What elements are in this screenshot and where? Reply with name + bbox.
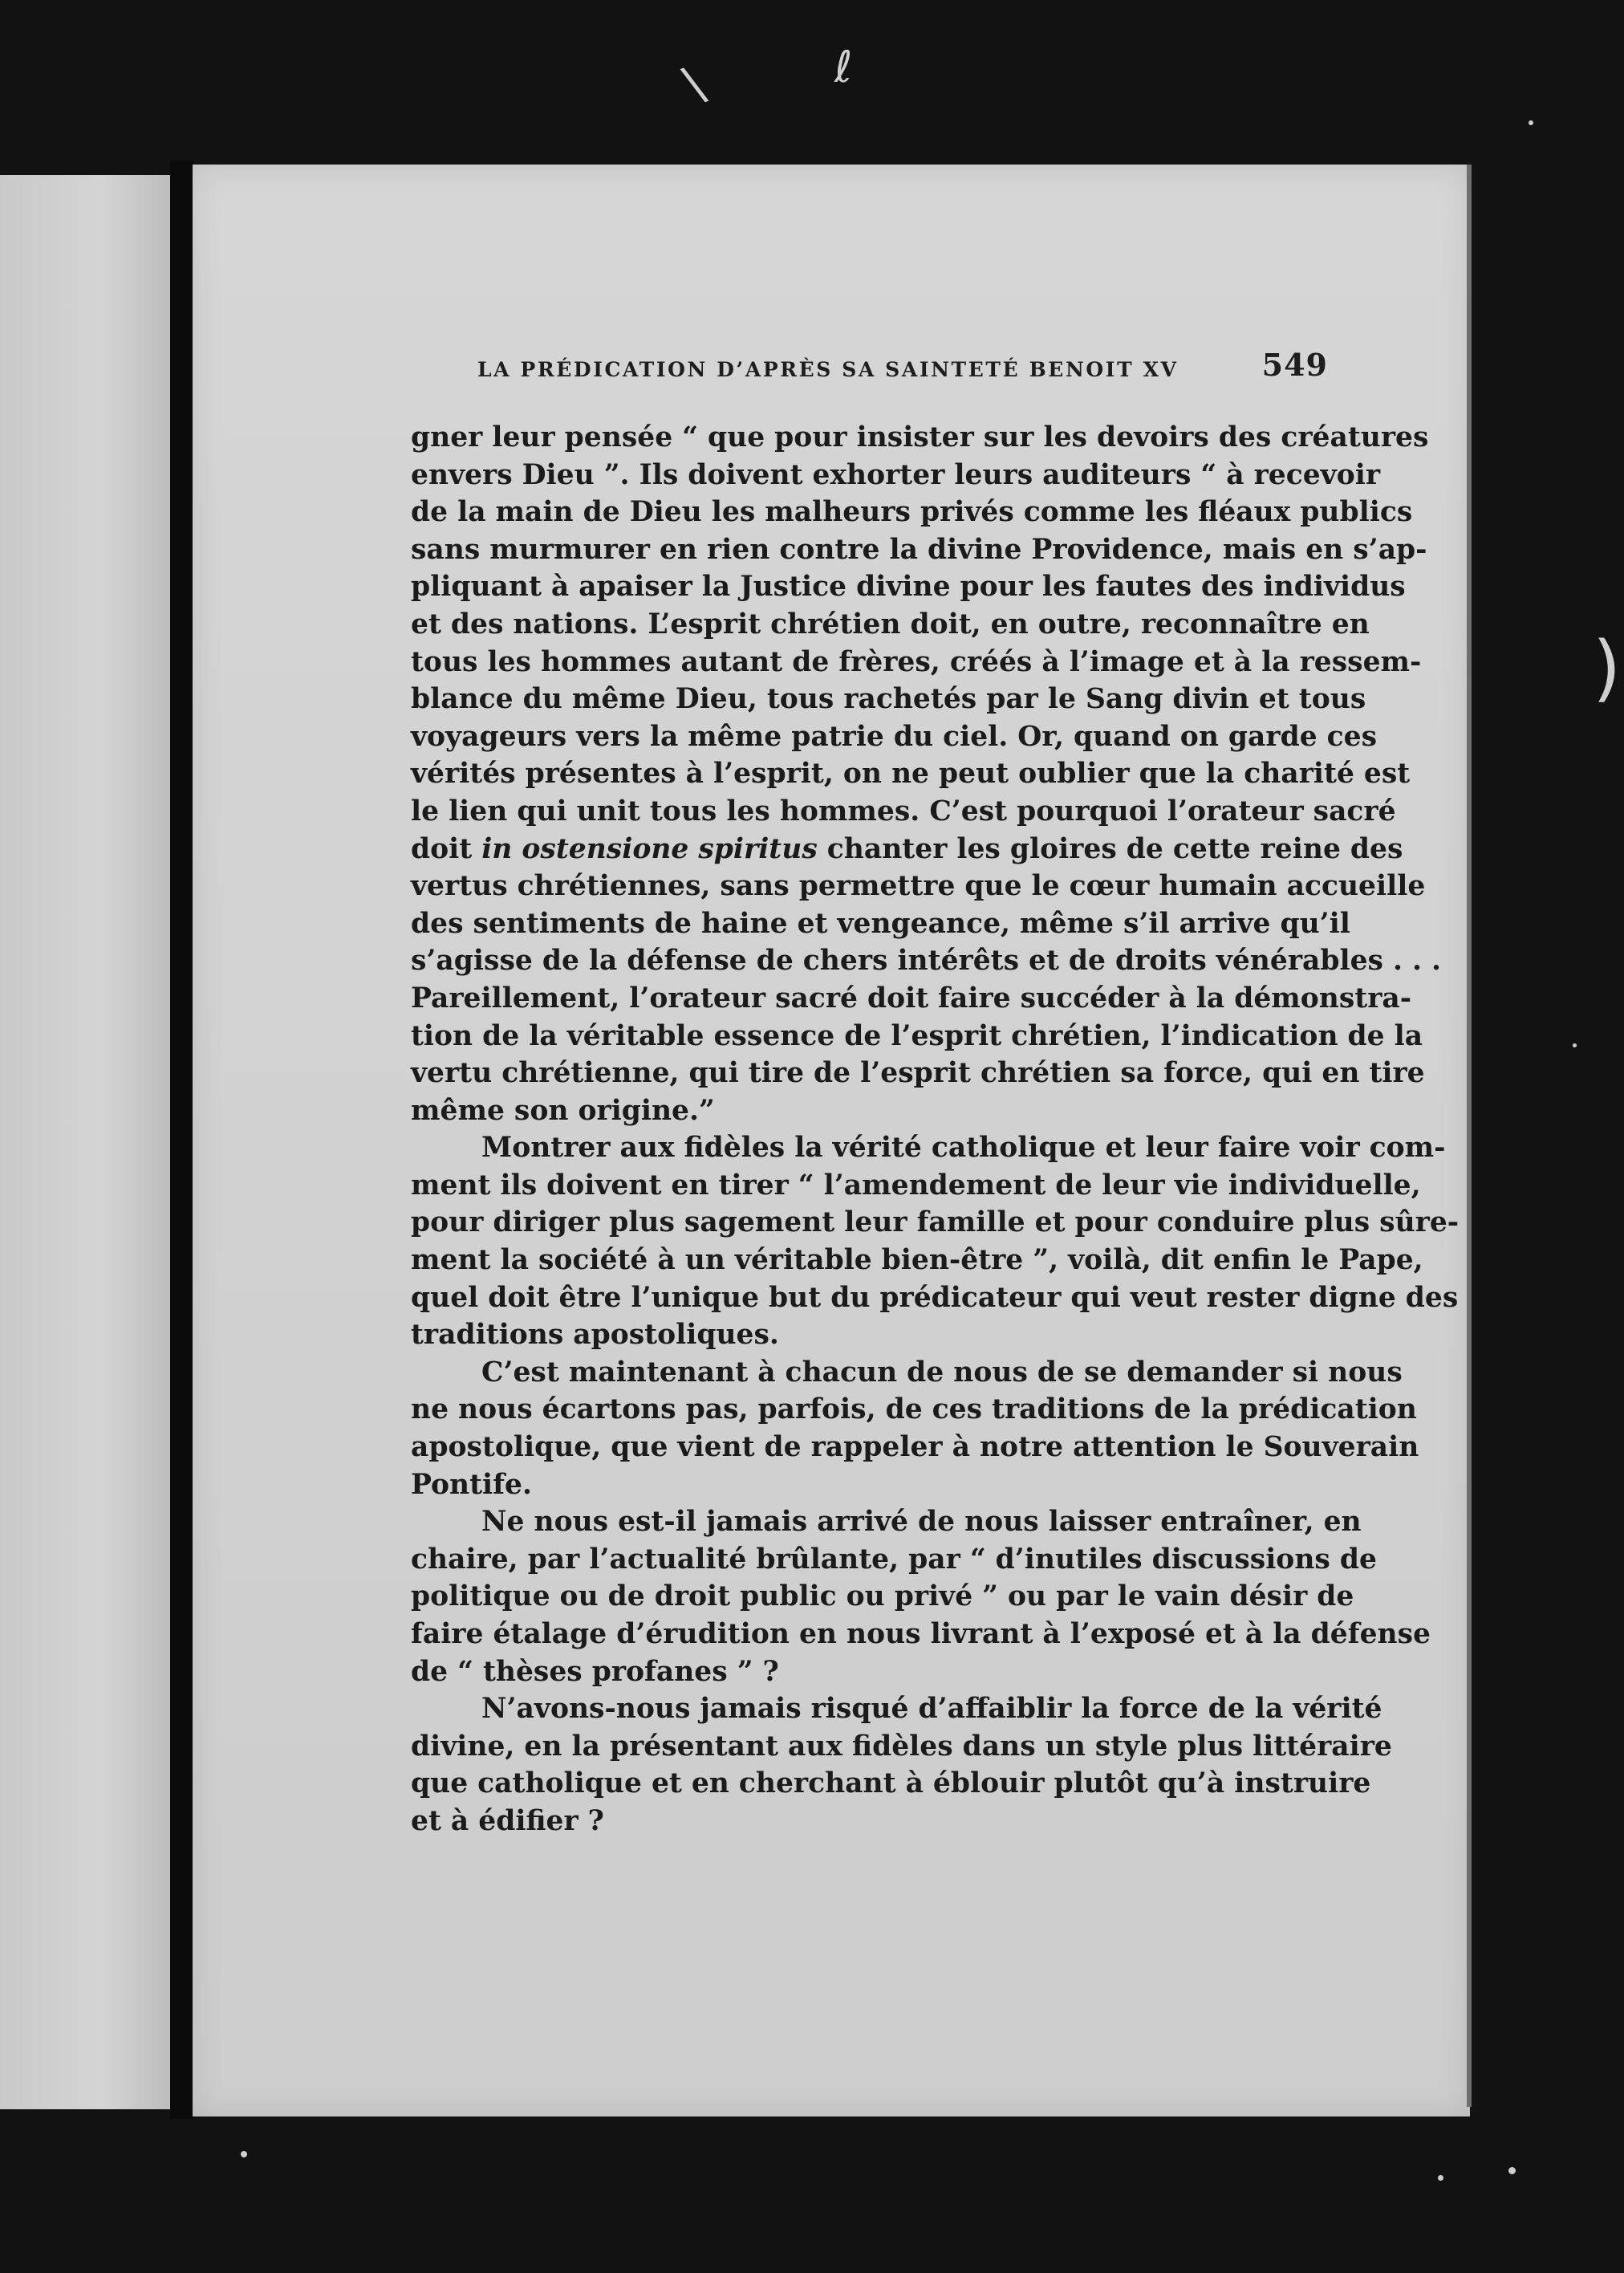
- text-line: divine, en la présentant aux fidèles dans un style plus littéraire: [411, 1730, 1392, 1763]
- text-line: le lien qui unit tous les hommes. C’est pourquoi l’orateur sacré: [411, 795, 1396, 827]
- scan-speck: [1573, 1043, 1577, 1047]
- text-line: Ne nous est-il jamais arrivé de nous laisser entraîner, en: [481, 1506, 1362, 1539]
- text-line: envers Dieu ”. Ils doivent exhorter leurs auditeurs “ à recevoir: [411, 458, 1381, 491]
- scan-speck: [1438, 2175, 1443, 2181]
- text-run: chanter les gloires de cette reine des: [817, 832, 1403, 865]
- facing-page-edge: [0, 175, 170, 2109]
- paragraph: [411, 419, 1442, 1129]
- text-line: Pontife.: [411, 1468, 532, 1501]
- paragraph: [411, 1129, 1460, 1354]
- scan-mark: ): [1593, 626, 1622, 710]
- text-line: Pareillement, l’orateur sacré doit faire succéder à la démonstra-: [411, 982, 1412, 1015]
- paragraph: [411, 1503, 1431, 1690]
- running-title: LA PRÉDICATION D’APRÈS SA SAINTETÉ BENOIT XV: [477, 358, 1179, 381]
- text-line: pour diriger plus sagement leur famille et pour conduire plus sûre-: [411, 1206, 1460, 1239]
- body-text: [411, 419, 1460, 1840]
- text-line: voyageurs vers la même patrie du ciel. Or, quand on garde ces: [411, 720, 1378, 753]
- text-line: chaire, par l’actualité brûlante, par “ d’inutiles discussions de: [411, 1543, 1377, 1576]
- text-line: quel doit être l’unique but du prédicateur qui veut rester digne des: [411, 1281, 1459, 1314]
- page-edge-shadow: [1467, 165, 1472, 2107]
- text-run: doit: [411, 832, 482, 865]
- text-line-with-italic: [411, 831, 1403, 868]
- text-line: de la main de Dieu les malheurs privés comme les fléaux publics: [411, 496, 1413, 529]
- text-line: ne nous écartons pas, parfois, de ces traditions de la prédication: [411, 1393, 1417, 1426]
- text-line: Montrer aux fidèles la vérité catholique et leur faire voir com-: [481, 1132, 1446, 1165]
- text-line: vérités présentes à l’esprit, on ne peut oublier que la charité est: [411, 758, 1411, 791]
- text-line: pliquant à apaiser la Justice divine pour les fautes des individus: [411, 571, 1406, 604]
- page-number: 549: [1261, 347, 1328, 383]
- text-line: N’avons-nous jamais risqué d’affaiblir la force de la vérité: [481, 1693, 1382, 1726]
- text-line: ment la société à un véritable bien-être ”, voilà, dit enfin le Pape,: [411, 1244, 1423, 1277]
- paragraph: [411, 1690, 1392, 1840]
- text-line: apostolique, que vient de rappeler à notre attention le Souverain: [411, 1431, 1419, 1464]
- scan-mark: \: [676, 55, 712, 114]
- text-line: sans murmurer en rien contre la divine Providence, mais en s’ap-: [411, 533, 1427, 566]
- text-line: ment ils doivent en tirer “ l’amendement de leur vie individuelle,: [411, 1169, 1421, 1202]
- running-head: [477, 347, 1328, 395]
- text-line: politique ou de droit public ou privé ” ou par le vain désir de: [411, 1580, 1354, 1613]
- scan-speck: [1508, 2167, 1516, 2174]
- text-line: et des nations. L’esprit chrétien doit, en outre, reconnaître en: [411, 608, 1370, 640]
- book-gutter: [170, 161, 194, 2119]
- text-line: tion de la véritable essence de l’esprit chrétien, l’indication de la: [411, 1019, 1423, 1052]
- text-line: blance du même Dieu, tous rachetés par le Sang divin et tous: [411, 683, 1366, 716]
- text-line: s’agisse de la défense de chers intérêts et de droits vénérables . . .: [411, 945, 1442, 978]
- italic-latin-phrase: in ostensione spiritus: [481, 832, 818, 865]
- text-line: vertus chrétiennes, sans permettre que le cœur humain accueille: [411, 870, 1426, 903]
- scan-mark: ℓ: [834, 42, 853, 92]
- scan-speck: [241, 2151, 247, 2157]
- text-line: de “ thèses profanes ” ?: [411, 1655, 779, 1688]
- text-line: gner leur pensée “ que pour insister sur les devoirs des créatures: [411, 421, 1429, 453]
- text-line: tous les hommes autant de frères, créés à l’image et à la ressem-: [411, 645, 1422, 678]
- text-line: vertu chrétienne, qui tire de l’esprit chrétien sa force, qui en tire: [411, 1057, 1425, 1090]
- text-line: des sentiments de haine et vengeance, même s’il arrive qu’il: [411, 907, 1350, 940]
- text-line: même son origine.”: [411, 1094, 715, 1127]
- scan-speck: [1529, 120, 1533, 125]
- text-line: traditions apostoliques.: [411, 1319, 779, 1352]
- text-line: et à édifier ?: [411, 1804, 604, 1837]
- text-line: que catholique et en cherchant à éblouir plutôt qu’à instruire: [411, 1767, 1371, 1800]
- paragraph: [411, 1354, 1419, 1503]
- text-line: C’est maintenant à chacun de nous de se demander si nous: [481, 1356, 1403, 1389]
- text-line: faire étalage d’érudition en nous livrant à l’exposé et à la défense: [411, 1618, 1431, 1650]
